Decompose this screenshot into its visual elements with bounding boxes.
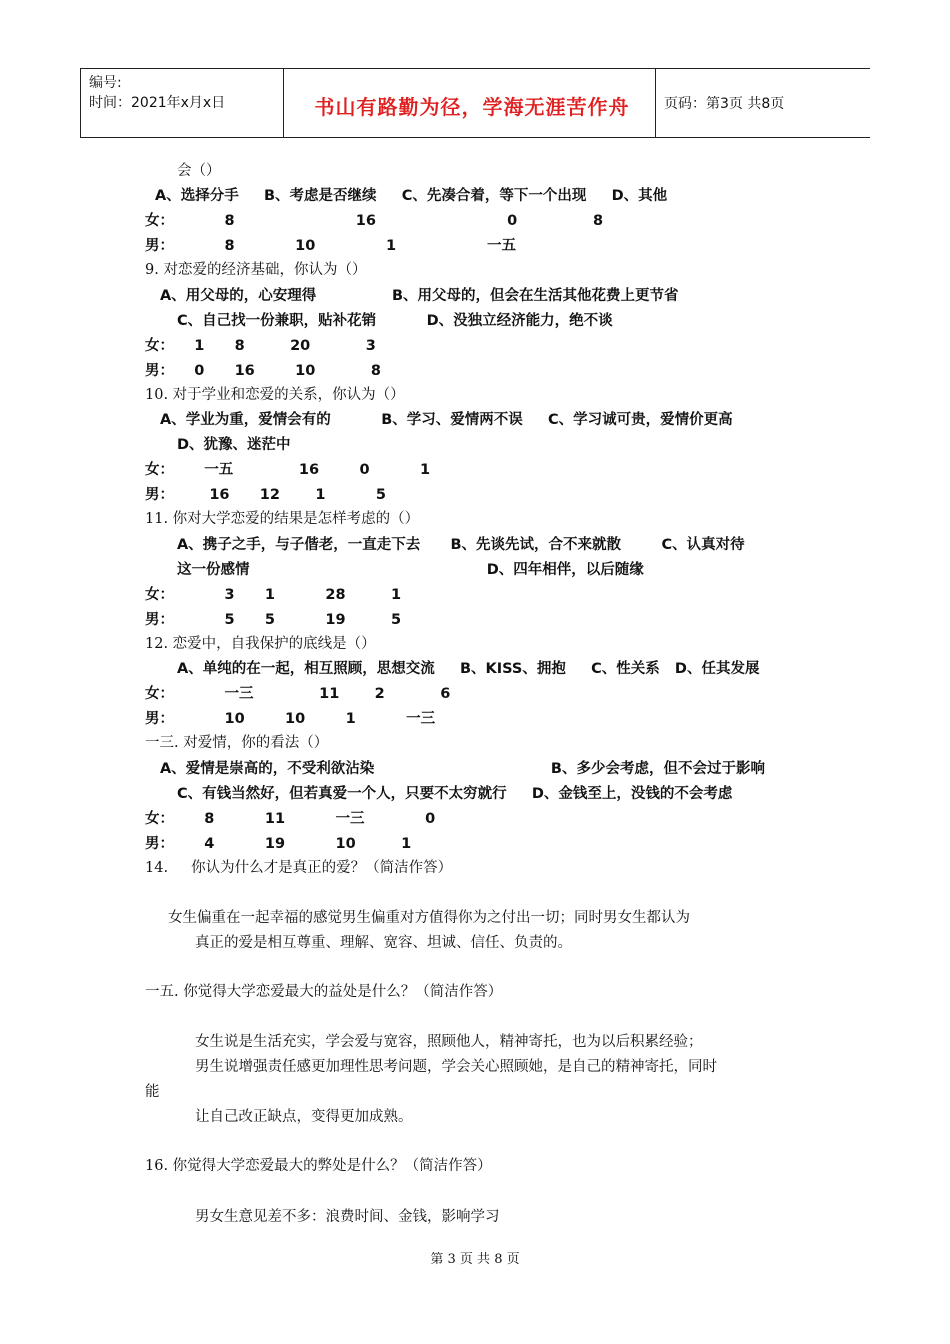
q15-answer-line-4: 让自己改正缺点，变得更加成熟。 xyxy=(195,1109,413,1125)
number-label: 编号: xyxy=(89,75,122,91)
q9-options-ab: A、用父母的，心安理得 B、用父母的，但会在生活其他花费上更节省 xyxy=(160,288,679,304)
q12-options: A、单纯的在一起，相互照顾，思想交流 B、KISS、拥抱 C、性关系 D、任其发展 xyxy=(177,661,760,677)
q16-answer: 男女生意见差不多：浪费时间、金钱，影响学习 xyxy=(195,1209,500,1225)
q10-options-abc: A、学业为重，爱情会有的 B、学习、爱情两不误 C、学习诚可贵，爱情价更高 xyxy=(160,412,733,428)
q8-options: A、选择分手 B、考虑是否继续 C、先凑合着，等下一个出现 D、其他 xyxy=(155,188,668,204)
question-12: 12. 恋爱中，自我保护的底线是（） xyxy=(145,636,376,652)
q11-options-abc: A、携子之手，与子偕老，一直走下去 B、先谈先试，合不来就散 C、认真对待 xyxy=(177,537,745,553)
question-10: 10. 对于学业和恋爱的关系，你认为（） xyxy=(145,387,405,403)
q13-male-counts: 男： 4 19 10 1 xyxy=(145,836,412,852)
q13-options-cd: C、有钱当然好，但若真爱一个人，只要不太穷就行 D、金钱至上，没钱的不会考虑 xyxy=(177,786,733,802)
q9-female-counts: 女： 1 8 20 3 xyxy=(145,338,376,354)
q15-answer-line-3: 能 xyxy=(145,1084,160,1100)
q14-answer-line-1: 女生偏重在一起幸福的感觉男生偏重对方值得你为之付出一切；同时男女生都认为 xyxy=(168,910,690,926)
header-info xyxy=(89,73,225,113)
q10-female-counts: 女： 一五 16 0 1 xyxy=(145,462,431,478)
q10-male-counts: 男： 16 12 1 5 xyxy=(145,487,386,503)
question-14: 14. 你认为什么才是真正的爱？（简洁作答） xyxy=(145,860,453,876)
q15-answer-line-2: 男生说增强责任感更加理性思考问题，学会关心照顾她，是自己的精神寄托，同时 xyxy=(195,1059,717,1075)
q11-female-counts: 女： 3 1 28 1 xyxy=(145,587,402,603)
q8-male-counts: 男： 8 10 1 一五 xyxy=(145,238,516,254)
q9-male-counts: 男： 0 16 10 8 xyxy=(145,363,381,379)
q14-answer-line-2: 真正的爱是相互尊重、理解、宽容、坦诚、信任、负责的。 xyxy=(195,935,572,951)
question-11: 11. 你对大学恋爱的结果是怎样考虑的（） xyxy=(145,511,420,527)
question-15: 一五. 你觉得大学恋爱最大的益处是什么？（简洁作答） xyxy=(145,984,503,1000)
q11-male-counts: 男： 5 5 19 5 xyxy=(145,612,402,628)
q12-male-counts: 男： 10 10 1 一三 xyxy=(145,711,436,727)
question-13: 一三. 对爱情，你的看法（） xyxy=(145,735,329,751)
header-divider-1 xyxy=(283,69,284,137)
q13-options-ab: A、爱情是崇高的，不受利欲沾染 B、多少会考虑，但不会过于影响 xyxy=(160,761,765,777)
q10-option-d: D、犹豫、迷茫中 xyxy=(177,437,291,453)
q13-female-counts: 女： 8 11 一三 0 xyxy=(145,811,436,827)
page-footer: 第 3 页 共 8 页 xyxy=(430,1252,520,1267)
header-page-number: 页码：第3页 共8页 xyxy=(664,96,785,112)
header-border-left xyxy=(80,69,81,137)
question-16: 16. 你觉得大学恋爱最大的弊处是什么？（简洁作答） xyxy=(145,1158,492,1174)
question-9: 9. 对恋爱的经济基础，你认为（） xyxy=(145,262,367,278)
q8-female-counts: 女： 8 16 0 8 xyxy=(145,213,604,229)
header-motto: 书山有路勤为径，学海无涯苦作舟 xyxy=(314,95,630,119)
q9-options-cd: C、自己找一份兼职，贴补花销 D、没独立经济能力，绝不谈 xyxy=(177,313,613,329)
time-label: 时间：2021年x月x日 xyxy=(89,95,226,111)
q12-female-counts: 女： 一三 11 2 6 xyxy=(145,686,451,702)
q15-answer-line-1: 女生说是生活充实，学会爱与宽容，照顾他人，精神寄托，也为以后积累经验； xyxy=(195,1034,703,1050)
header-table xyxy=(80,68,870,138)
question-8-tail: 会（） xyxy=(177,163,221,179)
q11-options-cd: 这一份感情 D、四年相伴，以后随缘 xyxy=(177,562,644,578)
